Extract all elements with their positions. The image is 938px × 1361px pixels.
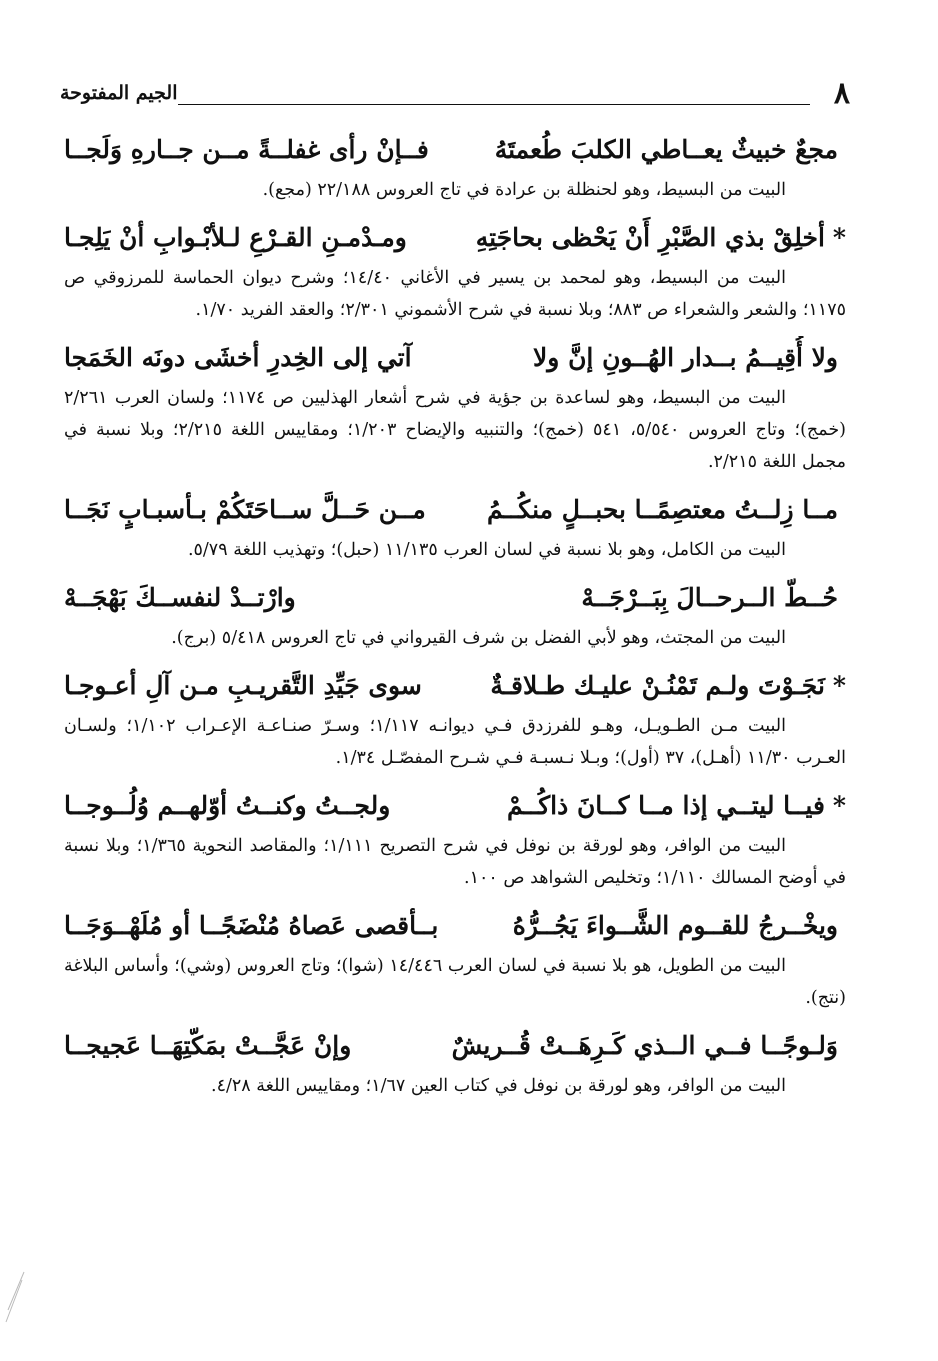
source-reference: البيت من الكامل، وهو بلا نسبة في لسان العرب ١١/١٣٥ (حبل)؛ وتهذيب اللغة ٥/٧٩. [187,540,786,560]
page-edge-mark [4,1270,26,1330]
verse-line [64,336,846,380]
source-reference: البيت مـن الطـويـل، وهـو للفرزدق فـي ديوانـه ١/١١٧؛ وسـرّ صنـاعـة الإعـراب ١/١٠٢؛ ولسـان العـرب ١١/٣٠ (أهـل)، ٣٧ (أول)؛ وبـلا نـسبـة فـي شـرح المفصّـل ١/٣٤. [64,716,846,768]
first-hemistich-text: نَجَـوْتَ ولـم تَمْنُـنْ عليـك طـلاقـةٌ [490,671,825,700]
verse-line [64,664,846,708]
first-hemistich-text: وَلـوجًــا فــي الــذي كَـرِهَــتْ قُــريشٌ [451,1031,838,1060]
first-hemistich [581,576,846,620]
verse-entry [64,128,846,206]
source-reference: البيت من الوافر، وهو لورقة بن نوفل في كتاب العين ١/٦٧؛ ومقاييس اللغة ٤/٢٨. [211,1076,786,1096]
first-hemistich [495,128,846,172]
first-hemistich-text: مجعٌ خبيثٌ يعــاطي الكلبَ طُعمتَهُ [494,135,838,164]
verse-line [64,128,846,172]
second-hemistich: وإنْ عَجَّــتْ بمَكّتِهَــا عَجيجــا [64,1031,352,1060]
verse-line [64,576,846,620]
star-marker: * [832,791,846,820]
star-marker: * [832,223,846,252]
source-reference: البيت من البسيط، وهو لحنظلة بن عرادة في تاج العروس ٢٢/١٨٨ (مجع). [262,180,786,200]
verse-entry [64,784,846,894]
second-hemistich: ولجــتُ وكنــتُ أوّلهــم وُلُــوجــا [64,791,391,820]
verse-line [64,488,846,532]
first-hemistich-text: ويخْــرجُ للقــوم الشَّــواءَ يَجُــرُّهُ [512,911,838,940]
page-header [60,74,850,114]
first-hemistich-text: حُــطّ الــرحــالَ بِبَــرْجَــهْ [581,583,838,612]
first-hemistich [533,336,846,380]
second-hemistich: وارْتــدْ لنفســكَ بَهْجَــهْ [64,583,296,612]
first-hemistich-text: مــا زِلــتُ معتصِمًــا بحبــلٍ منكُــمُ [486,495,838,524]
star-marker: * [832,671,846,700]
verse-entry [64,216,846,326]
first-hemistich [513,904,846,948]
running-title: الجيم المفتوحة [60,82,178,104]
second-hemistich: فــإنْ رأى غفلــةً مــن جــارهِ وَلَجــا [64,135,429,164]
page-number: ٨ [833,76,850,111]
verse-list [64,128,846,1112]
second-hemistich: ومـدْمـنِ القـرْعِ لـلأبْـوابِ أنْ يَلِجـا [64,223,407,252]
verse-line [64,784,846,828]
first-hemistich [490,664,846,708]
source-reference: البيت من المجتث، وهو لأبي الفضل بن شرف القيرواني في تاج العروس ٥/٤١٨ (برج). [171,628,786,648]
first-hemistich [452,1024,846,1068]
first-hemistich [476,216,846,260]
verse-entry [64,576,846,654]
second-hemistich: سوى جَيِّدِ التَّقريـبِ مـن آلِ أعـوجـا [64,671,422,700]
verse-entry [64,904,846,1014]
source-reference: البيت من الوافر، وهو لورقة بن نوفل في شرح التصريح ١/١١١؛ والمقاصد النحوية ١/٣٦٥؛ وبلا نسبة في أوضح المسالك ١/١١٠؛ وتخليص الشواهد ص ١٠٠. [64,836,846,888]
verse-line [64,216,846,260]
first-hemistich [507,784,846,828]
second-hemistich: بــأقصى عَصاهُ مُنْضَجًــا أو مُلَهْــوَجَــا [64,911,439,940]
second-hemistich: مــن حَــلَّ ســاحَتَكُمْ بـأسبـابٍ نَجَــا [64,495,426,524]
verse-line [64,1024,846,1068]
header-rule [178,104,810,105]
verse-entry [64,1024,846,1102]
source-reference: البيت من الطويل، هو بلا نسبة في لسان العرب ١٤/٤٤٦ (شوا)؛ وتاج العروس (وشي)؛ وأساس البلاغة (نتج). [64,956,846,1008]
source-reference: البيت من البسيط، وهو لمحمد بن يسير في الأغاني ١٤/٤٠؛ وشرح ديوان الحماسة للمرزوقي ص ١١٧٥؛ والشعر والشعراء ص ٨٨٣؛ وبلا نسبة في شرح الأشموني ٢/٣٠١؛ والعقد الفريد ١/٧٠. [64,268,846,320]
verse-entry [64,488,846,566]
first-hemistich-text: فيــا ليتــي إذا مــا كــانَ ذاكُــمْ [506,791,825,820]
source-reference: البيت من البسيط، وهو لساعدة بن جؤية في شرح أشعار الهذليين ص ١١٧٤؛ ولسان العرب ٢/٢٦١ (خمج)؛ وتاج العروس ٥/٥٤٠، ٥٤١ (خمج)؛ والتنبيه والإيضاح ١/٢٠٣؛ ومقاييس اللغة ٢/٢١٥؛ وبلا نسبة في مجمل اللغة ٢/٢١٥. [64,388,846,472]
first-hemistich-text: أخلِقْ بذي الصَّبْرِ أَنْ يَحْظى بحاجَتِهِ [475,223,825,252]
verse-line [64,904,846,948]
first-hemistich-text: ولا أُقِيــمُ بــدار الهُــونِ إنَّ ولا [533,343,838,372]
verse-entry [64,664,846,774]
second-hemistich: آتي إلى الخِدرِ أخشَى دونَه الخَمَجا [64,343,412,372]
first-hemistich [487,488,846,532]
verse-entry [64,336,846,478]
